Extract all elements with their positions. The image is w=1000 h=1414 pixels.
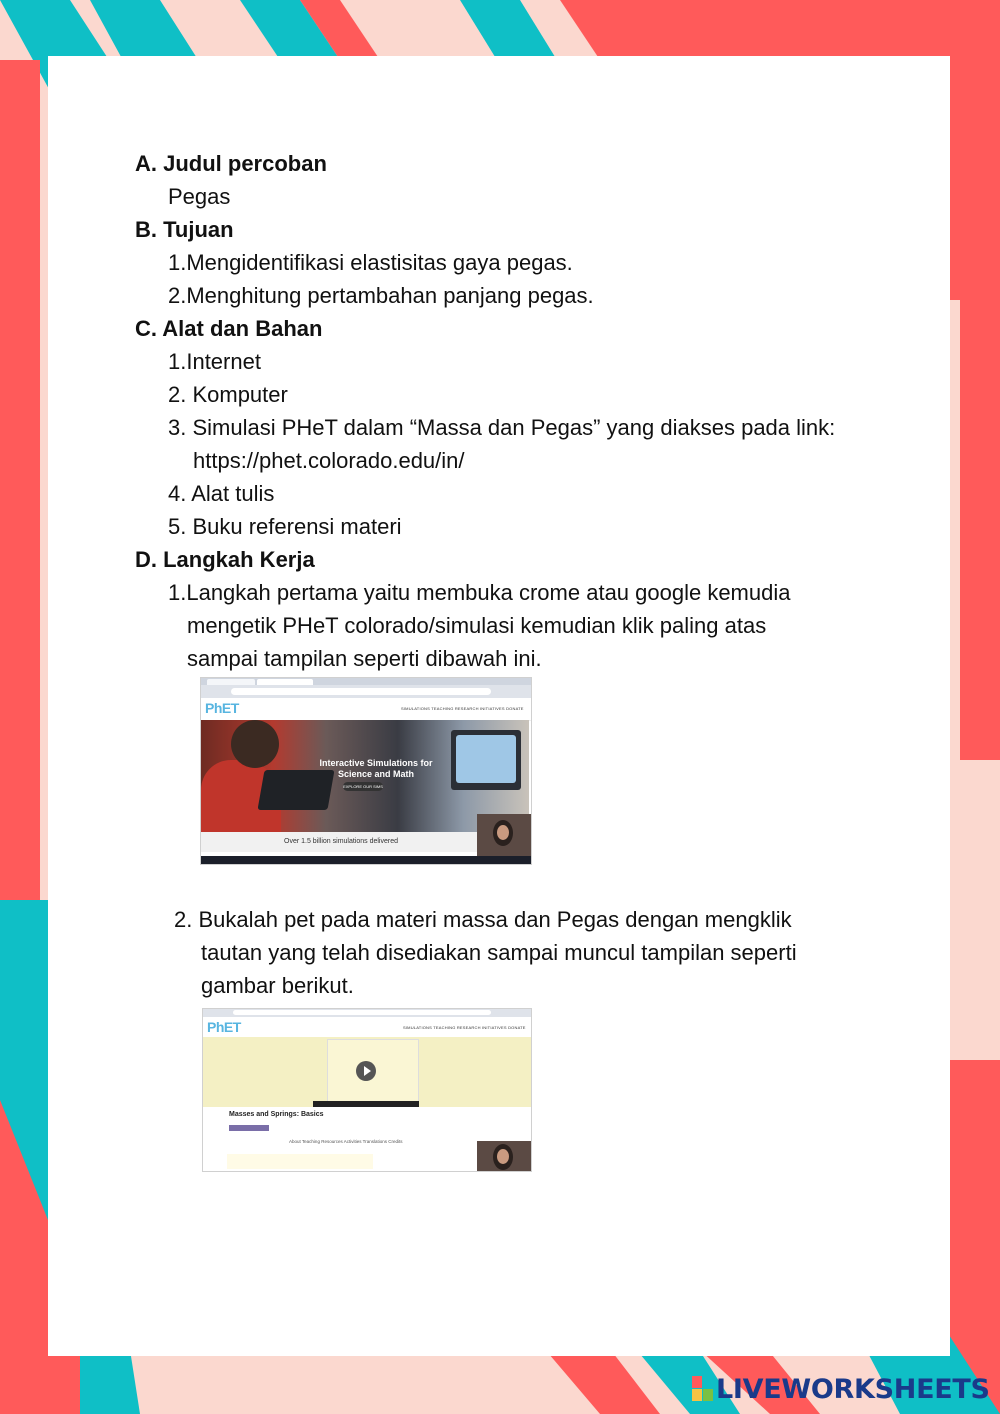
step2-line: 2. Bukalah pet pada materi massa dan Pegas dengan mengklik [174, 907, 792, 932]
play-icon [356, 1061, 376, 1081]
section-c-heading: C. Alat dan Bahan [135, 316, 323, 341]
section-a-text: Pegas [168, 184, 231, 209]
browser-chrome [203, 1009, 531, 1017]
windows-taskbar [201, 856, 531, 864]
step1-line: sampai tampilan seperti dibawah ini. [187, 646, 542, 671]
liveworksheets-logo-icon [692, 1376, 714, 1402]
sim-thumbnails [227, 1154, 373, 1169]
phet-site-header [201, 698, 531, 721]
section-c-item: 1.Internet [168, 349, 261, 374]
section-c-item: 2. Komputer [168, 382, 288, 407]
phet-logo: PhET [207, 1019, 241, 1035]
share-icons [229, 1125, 269, 1131]
section-d-heading: D. Langkah Kerja [135, 547, 315, 572]
step1-line: mengetik PHeT colorado/simulasi kemudian klik paling atas [187, 613, 767, 638]
step2-line: tautan yang telah disediakan sampai muncul tampilan seperti [201, 940, 797, 965]
step1-line: 1.Langkah pertama yaitu membuka crome atau google kemudia [168, 580, 791, 605]
phet-logo: PhET [205, 700, 239, 716]
sim-title: Masses and Springs: Basics [229, 1111, 324, 1118]
section-c-item: 3. Simulasi PHeT dalam “Massa dan Pegas” yang diakses pada link: [168, 415, 836, 440]
browser-chrome [201, 678, 531, 698]
liveworksheets-watermark [692, 1374, 990, 1406]
watermark-text: LIVEWORKSHEETS [716, 1374, 990, 1405]
webcam-overlay [477, 1141, 531, 1171]
webcam-overlay [477, 814, 531, 856]
section-b-heading: B. Tujuan [135, 217, 234, 242]
phet-nav: SIMULATIONS TEACHING RESEARCH INITIATIVES DONATE [401, 706, 524, 711]
section-c-item: 4. Alat tulis [168, 481, 275, 506]
sim-tabs: About Teaching Resources Activities Translations Credits [289, 1139, 403, 1144]
phet-link[interactable]: https://phet.colorado.edu/in/ [193, 448, 465, 473]
phet-nav: SIMULATIONS TEACHING RESEARCH INITIATIVES DONATE [403, 1025, 526, 1030]
section-c-item: 5. Buku referensi materi [168, 514, 402, 539]
phet-site-header [203, 1017, 531, 1038]
masses-springs-screenshot [202, 1008, 532, 1172]
section-b-item: 1.Mengidentifikasi elastisitas gaya pegas. [168, 250, 573, 275]
step2-line: gambar berikut. [201, 973, 354, 998]
section-a-heading: A. Judul percoban [135, 151, 327, 176]
phet-homepage-screenshot [200, 677, 532, 865]
explore-sims-button: EXPLORE OUR SIMS [343, 784, 383, 789]
section-b-item: 2.Menghitung pertambahan panjang pegas. [168, 283, 594, 308]
hero-title: Interactive Simulations for Science and Math [319, 758, 433, 779]
stat-banner: Over 1.5 billion simulations delivered [201, 832, 481, 852]
